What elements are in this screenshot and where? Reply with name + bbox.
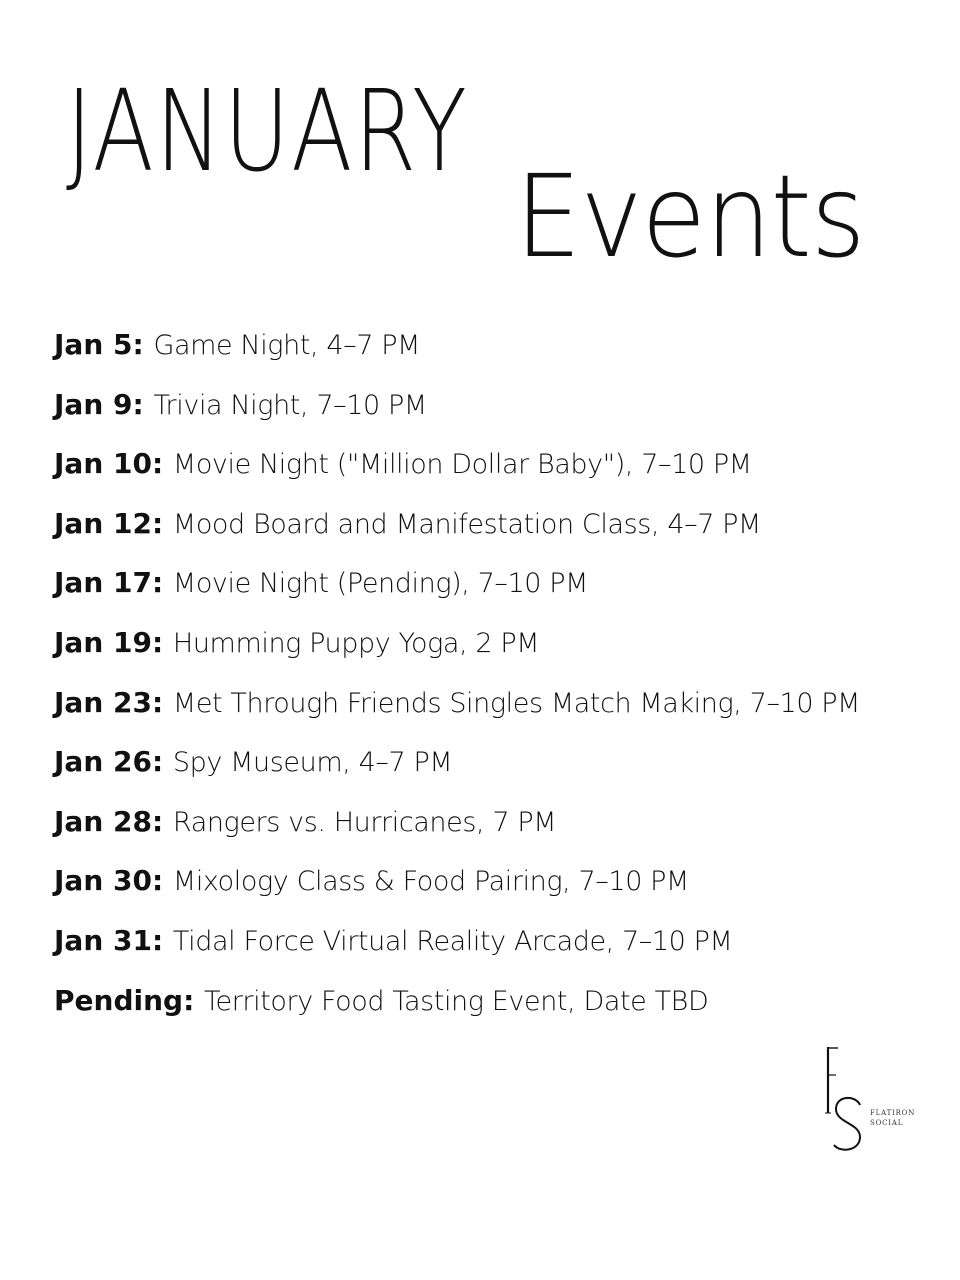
event-date: Jan 23 xyxy=(54,685,152,719)
logo-wordmark-line2: SOCIAL xyxy=(870,1119,904,1127)
event-date: Pending xyxy=(54,983,184,1017)
event-description: Mood Board and Manifestation Class, 4–7 PM xyxy=(172,508,761,540)
page-title-events: Events xyxy=(515,150,865,283)
event-description: Humming Puppy Yoga, 2 PM xyxy=(172,627,540,659)
event-list xyxy=(54,322,954,1037)
event-item-jan-28: Jan 28: Rangers vs. Hurricanes, 7 PM xyxy=(54,804,557,838)
event-item-jan-9: Jan 9: Trivia Night, 7–10 PM xyxy=(54,387,427,421)
event-item-jan-26: Jan 26: Spy Museum, 4–7 PM xyxy=(54,745,453,779)
event-date: Jan 31 xyxy=(54,923,152,957)
logo-wordmark-line1: FLATIRON xyxy=(870,1109,916,1117)
event-description: Spy Museum, 4–7 PM xyxy=(172,747,453,779)
event-item-jan-10: Jan 10: Movie Night ("Million Dollar Baby"), 7–10 PM xyxy=(54,447,752,481)
fs-monogram-icon xyxy=(820,1045,870,1155)
event-description: Rangers vs. Hurricanes, 7 PM xyxy=(172,806,557,838)
event-description: Trivia Night, 7–10 PM xyxy=(153,389,427,421)
event-item-jan-31: Jan 31: Tidal Force Virtual Reality Arcade, 7–10 PM xyxy=(54,923,733,957)
event-item-jan-19: Jan 19: Humming Puppy Yoga, 2 PM xyxy=(54,625,540,659)
event-date: Jan 10 xyxy=(54,447,152,481)
event-item-jan-17: Jan 17: Movie Night (Pending), 7–10 PM xyxy=(54,566,589,600)
event-item-jan-5: Jan 5: Game Night, 4–7 PM xyxy=(54,328,420,361)
event-date: Jan 30 xyxy=(54,864,152,898)
event-item-jan-23: Jan 23: Met Through Friends Singles Match Making, 7–10 PM xyxy=(54,685,861,719)
event-date: Jan 17 xyxy=(54,566,152,600)
event-date: Jan 9 xyxy=(54,387,133,421)
event-date: Jan 12 xyxy=(54,506,152,540)
event-item-pending: Pending: Territory Food Tasting Event, Date TBD xyxy=(54,983,709,1017)
event-description: Met Through Friends Singles Match Making, 7–10 PM xyxy=(172,687,861,719)
logo-wordmark xyxy=(870,1108,915,1128)
event-description: Movie Night (Pending), 7–10 PM xyxy=(172,568,589,600)
event-date: Jan 5 xyxy=(54,328,133,361)
event-item-jan-30: Jan 30: Mixology Class & Food Pairing, 7–10 PM xyxy=(54,864,689,898)
brand-logo xyxy=(820,1045,930,1155)
event-date: Jan 26 xyxy=(54,745,152,779)
event-description: Game Night, 4–7 PM xyxy=(153,330,420,361)
event-date: Jan 19 xyxy=(54,625,152,659)
page-title-month: JANUARY xyxy=(66,67,469,197)
event-description: Mixology Class & Food Pairing, 7–10 PM xyxy=(172,866,689,898)
event-description: Movie Night ("Million Dollar Baby"), 7–10 PM xyxy=(172,449,752,481)
event-item-jan-12: Jan 12: Mood Board and Manifestation Class, 4–7 PM xyxy=(54,506,761,540)
event-date: Jan 28 xyxy=(54,804,152,838)
event-description: Tidal Force Virtual Reality Arcade, 7–10 PM xyxy=(172,925,733,957)
event-description: Territory Food Tasting Event, Date TBD xyxy=(204,985,709,1017)
